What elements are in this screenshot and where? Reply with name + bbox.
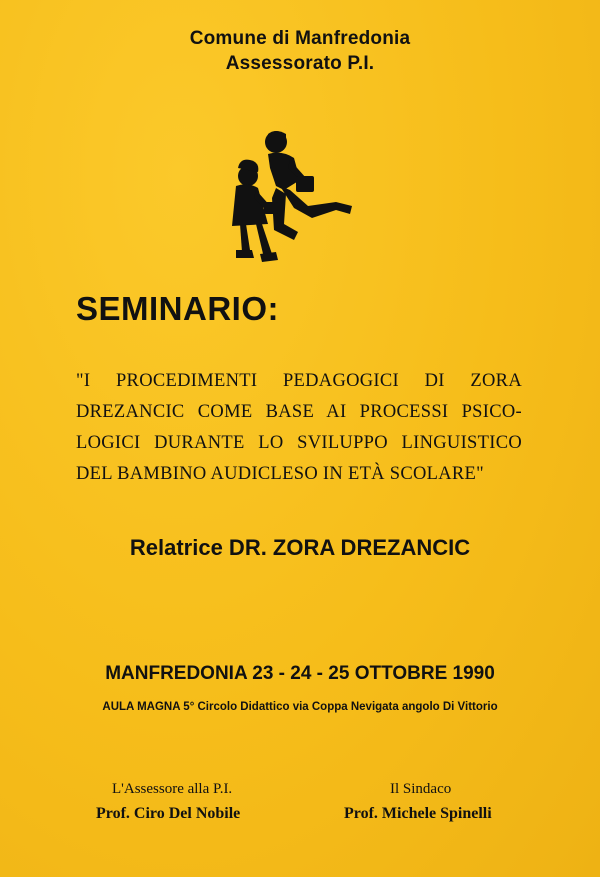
- seminar-title-line: DEL BAMBINO AUDICLESO IN ETÀ SCOLARE": [76, 464, 485, 484]
- event-venue: AULA MAGNA 5° Circolo Didattico via Coppa Nevigata angolo Di Vittorio: [102, 701, 498, 713]
- event-dates: MANFREDONIA 23 - 24 - 25 OTTOBRE 1990: [105, 663, 495, 684]
- speaker-line: Relatrice DR. ZORA DREZANCIC: [129, 535, 471, 560]
- running-children-silhouette-icon: [228, 128, 358, 268]
- assessor-role: L'Assessore alla P.I.: [112, 781, 233, 797]
- seminar-title-line: DREZANCIC COME BASE AI PROCESSI PSICO-: [76, 402, 522, 422]
- assessor-name: Prof. Ciro Del Nobile: [96, 805, 241, 822]
- mayor-role: Il Sindaco: [390, 781, 452, 797]
- seminar-title-line: "I PROCEDIMENTI PEDAGOGICI DI ZORA: [76, 371, 522, 391]
- seminar-title-line: LOGICI DURANTE LO SVILUPPO LINGUISTICO: [76, 433, 522, 453]
- municipality-name: Comune di Manfredonia: [189, 28, 411, 49]
- department-name: Assessorato P.I.: [225, 53, 375, 74]
- mayor-name: Prof. Michele Spinelli: [344, 805, 492, 822]
- seminar-heading: SEMINARIO:: [76, 290, 279, 327]
